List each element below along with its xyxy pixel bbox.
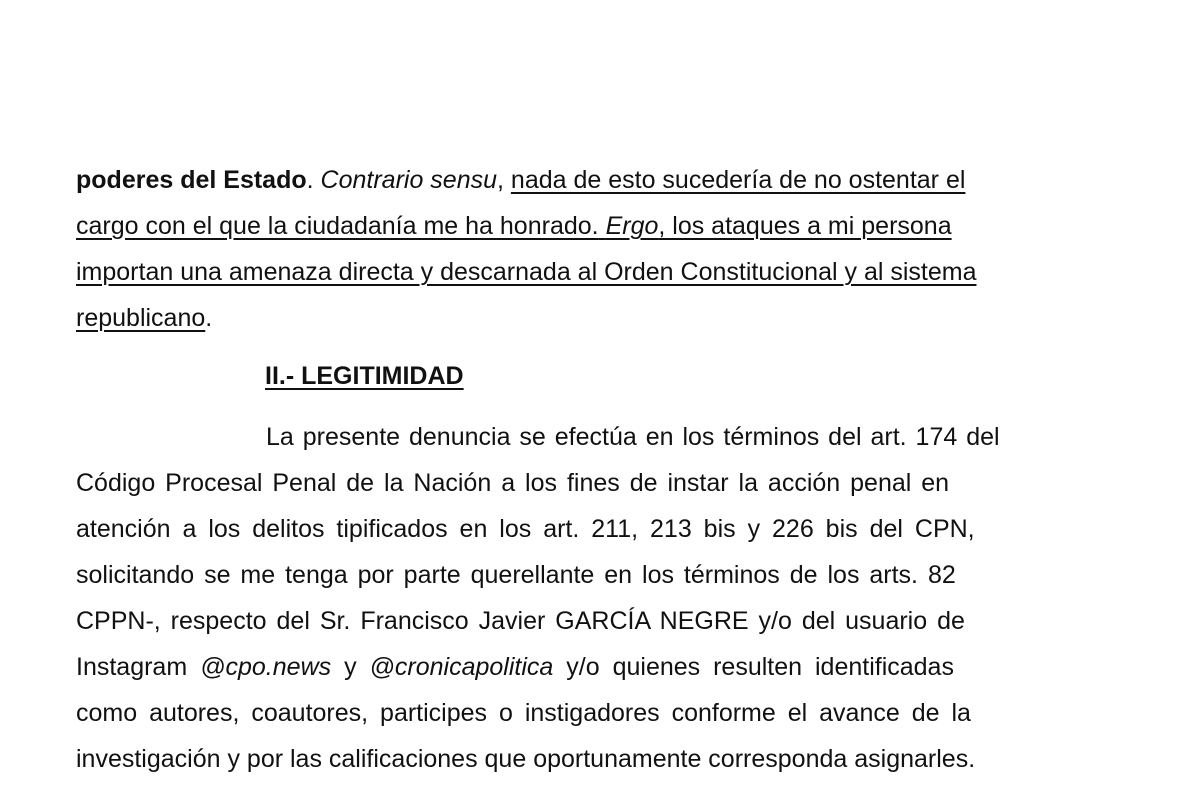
section-heading: II.- LEGITIMIDAD — [265, 362, 464, 390]
italic-word: Ergo — [605, 212, 659, 240]
underlined-end: , los ataques a mi persona — [658, 212, 952, 240]
conjunction: y — [344, 653, 357, 681]
underlined-phrase: nada de esto sucedería de no ostentar el — [510, 166, 966, 194]
line-text: La presente denuncia se efectúa en los términos del art. 174 del — [266, 423, 1000, 451]
paragraph-2-line-6 — [76, 651, 1028, 683]
bold-phrase: poderes del Estado — [76, 166, 307, 194]
line-end: y/o quienes resulten identificadas — [566, 653, 954, 681]
paragraph-1-line-4 — [76, 302, 1028, 334]
instagram-handle-1: @cpo.news — [200, 653, 332, 681]
line-end: . — [205, 304, 213, 332]
paragraph-2-line-5: CPPN-, respecto del Sr. Francisco Javier GARCÍA NEGRE y/o del usuario de — [76, 607, 965, 635]
paragraph-1-line-1 — [76, 164, 1028, 196]
paragraph-2-line-3: atención a los delitos tipificados en los art. 211, 213 bis y 226 bis del CPN, — [76, 515, 975, 543]
underlined-start: cargo con el que la ciudadanía me ha honrado. — [76, 212, 599, 240]
paragraph-2-line-4: solicitando se me tenga por parte querellante en los términos de los arts. 82 — [76, 561, 956, 589]
underlined-word: republicano — [76, 304, 206, 332]
period: . — [306, 166, 314, 194]
paragraph-2-line-2: Código Procesal Penal de la Nación a los fines de instar la acción penal en — [76, 469, 950, 497]
paragraph-1-line-2 — [76, 210, 1028, 242]
comma: , — [497, 166, 504, 194]
paragraph-2-line-1 — [266, 421, 1028, 453]
italic-phrase: Contrario sensu — [320, 166, 498, 194]
instagram-handle-2: @cronicapolitica — [369, 653, 554, 681]
paragraph-1-line-3: importan una amenaza directa y descarnada al Orden Constitucional y al sistema — [76, 258, 977, 286]
paragraph-2-line-8: investigación y por las calificaciones que oportunamente corresponda asignarles. — [76, 745, 976, 773]
paragraph-2-line-7: como autores, coautores, participes o instigadores conforme el avance de la — [76, 699, 971, 727]
line-start: Instagram — [76, 653, 188, 681]
